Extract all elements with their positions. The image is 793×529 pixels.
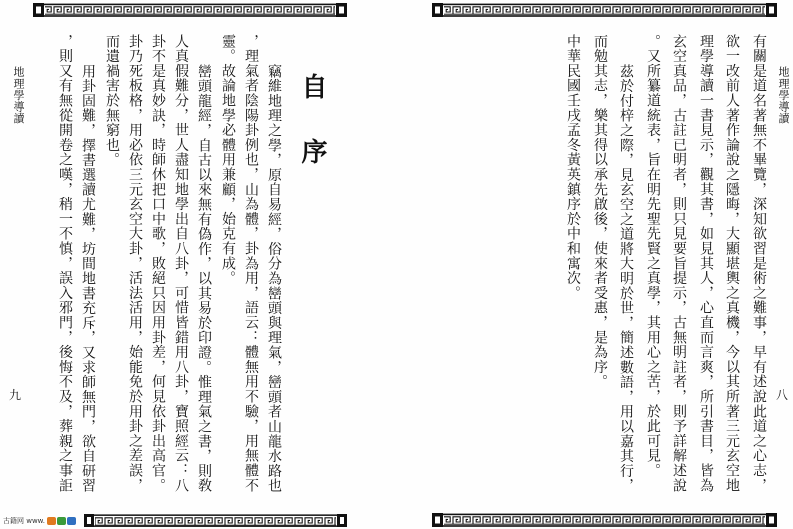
page-number: 八 <box>775 388 788 402</box>
preface-title: 自序 <box>297 73 327 203</box>
signature-column: 中華民國壬戌孟冬黃英鎮序於中和寓次。 <box>565 34 581 301</box>
text-column: 靈。故論地學必體用兼顧，始克有成。 <box>220 34 236 286</box>
text-column: 巒頭龍經，自古以來無有偽作，以其易於印證。惟理氣之書，則敎 <box>196 63 212 493</box>
running-header: 地理學導讀 <box>12 66 25 124</box>
running-header: 地理學導讀 <box>777 66 790 124</box>
text-column: 卦乃死板格，用必依三元玄空大卦，活法活用，始能免於用卦之差誤， <box>127 34 143 493</box>
right-page <box>396 0 793 529</box>
bottom-border-ornament <box>84 514 347 527</box>
left-page <box>0 0 396 529</box>
text-column: ，則又有無從開卷之嘆，稍一不慎，誤入邪門，後悔不及，葬親之事詎 <box>57 34 73 493</box>
text-column: 玄空真品，古註已明者，則只見要旨提示，古無明註者，則予詳解述說 <box>671 34 687 493</box>
text-column: 而遺禍害於無窮也。 <box>104 34 120 168</box>
text-column: 用卦固難，擇書選讀尤難，坊間地書充斥，又求師無門，欲自研習 <box>80 63 96 493</box>
text-column: ，理氣者陰陽卦例也，山為體，卦為用，語云：體無用不驗，用無體不 <box>243 34 259 493</box>
text-column: 有關是道名著無不畢覽，深知欲習是術之難事，早有述說此道之心志， <box>751 34 767 493</box>
text-column: 而勉其志，樂其得以承先啟後，使來者受惠，是為序。 <box>592 34 608 390</box>
watermark-text: 古籍网 www. <box>3 517 45 525</box>
top-border-ornament <box>33 3 347 17</box>
bottom-border-ornament <box>432 513 777 527</box>
text-column: 人真假難分，世人盡知地學出自八卦，可惜皆錯用八卦，寶照經云：八 <box>173 34 189 493</box>
text-column: 卦不是真妙訣，時師休把口中歌，敗絕只因用卦差，何見依卦出高官。 <box>150 34 166 493</box>
text-column: 茲於付梓之際，見玄空之道將大明於世，簡述數語，用以嘉其行， <box>618 63 634 493</box>
watermark-logo <box>47 516 81 526</box>
text-column: 。又所纂道統表，旨在明先聖先賢之真學，其用心之苦，於此可見。 <box>645 34 661 478</box>
text-column: 竊維地理之學，原自易經，俗分為巒頭與理氣，巒頭者山龍水路也 <box>266 63 282 493</box>
text-column: 欲一改前人著作論說之隱晦，大顯堪輿之真機，今以其所著三元玄空地 <box>724 34 740 493</box>
top-border-ornament <box>432 3 777 17</box>
page-number: 九 <box>8 388 21 402</box>
text-column: 理學導讀一書見示，觀其書，如見其人，心直而言爽，所引書目，皆為 <box>698 34 714 493</box>
